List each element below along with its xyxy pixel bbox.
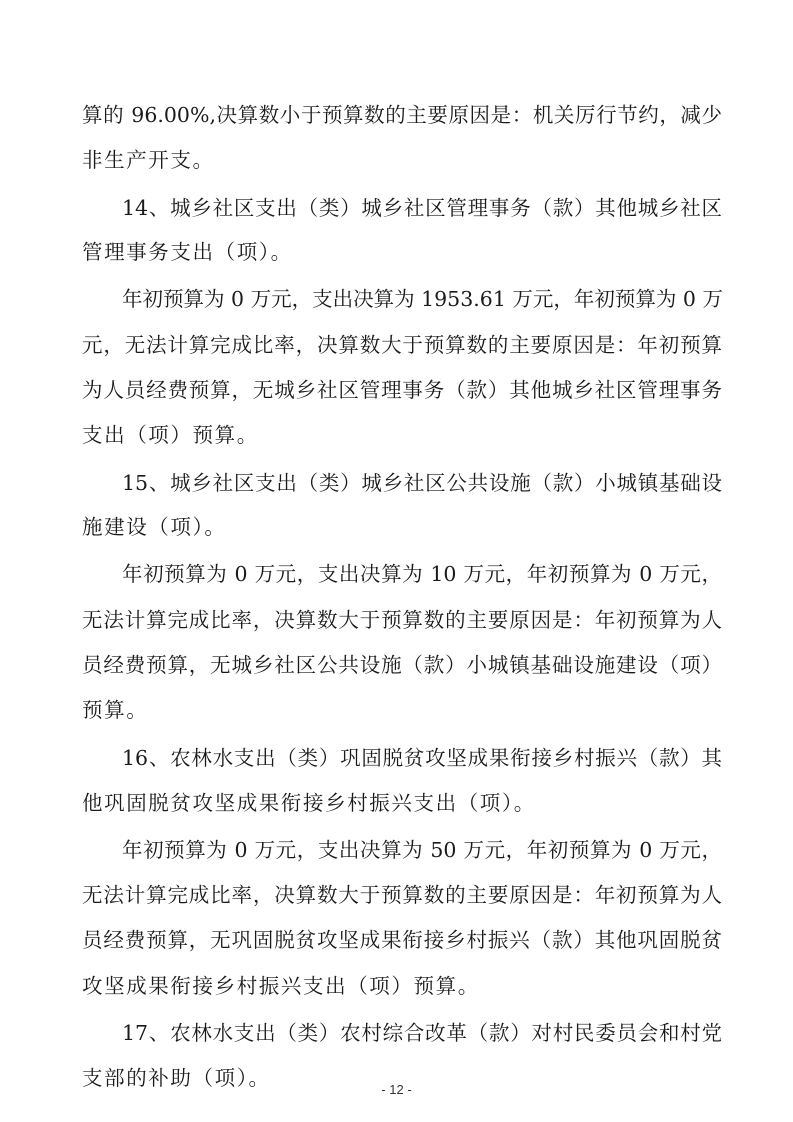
paragraph-line: 无法计算完成比率，决算数大于预算数的主要原因是：年初预算为人 (82, 883, 722, 907)
paragraph-line: 年初预算为 0 万元，支出决算为 10 万元，年初预算为 0 万元， (122, 562, 722, 586)
section-heading-16-cont: 他巩固脱贫攻坚成果衔接乡村振兴支出（项）。 (82, 791, 536, 815)
paragraph-line: 无法计算完成比率，决算数大于预算数的主要原因是：年初预算为人 (82, 608, 722, 632)
page-number: - 12 - (381, 1082, 412, 1097)
section-heading-17: 17、农林水支出（类）农村综合改革（款）对村民委员会和村党 (122, 1021, 722, 1045)
paragraph-line: 为人员经费预算，无城乡社区管理事务（款）其他城乡社区管理事务 (82, 378, 722, 402)
paragraph-line: 预算。 (82, 698, 149, 722)
paragraph-line: 员经费预算，无城乡社区公共设施（款）小城镇基础设施建设（项） (82, 653, 722, 677)
section-heading-15-cont: 施建设（项）。 (82, 515, 227, 539)
paragraph-line: 年初预算为 0 万元，支出决算为 50 万元，年初预算为 0 万元， (122, 838, 722, 862)
paragraph-line: 支出（项）预算。 (82, 423, 259, 447)
paragraph-line: 年初预算为 0 万元，支出决算为 1953.61 万元，年初预算为 0 万 (122, 287, 723, 311)
section-heading-15: 15、城乡社区支出（类）城乡社区公共设施（款）小城镇基础设 (122, 471, 722, 495)
paragraph-line: 元，无法计算完成比率，决算数大于预算数的主要原因是：年初预算 (82, 333, 722, 357)
paragraph-line: 员经费预算，无巩固脱贫攻坚成果衔接乡村振兴（款）其他巩固脱贫 (82, 928, 722, 952)
section-heading-16: 16、农林水支出（类）巩固脱贫攻坚成果衔接乡村振兴（款）其 (122, 746, 722, 770)
section-heading-14-cont: 管理事务支出（项）。 (82, 240, 293, 264)
section-heading-17-cont: 支部的补助（项）。 (82, 1066, 271, 1090)
section-heading-14: 14、城乡社区支出（类）城乡社区管理事务（款）其他城乡社区 (122, 196, 722, 220)
paragraph-line: 非生产开支。 (82, 148, 215, 172)
paragraph-line: 算的 96.00%,决算数小于预算数的主要原因是：机关厉行节约，减少 (82, 103, 722, 127)
paragraph-line: 攻坚成果衔接乡村振兴支出（项）预算。 (82, 974, 480, 998)
